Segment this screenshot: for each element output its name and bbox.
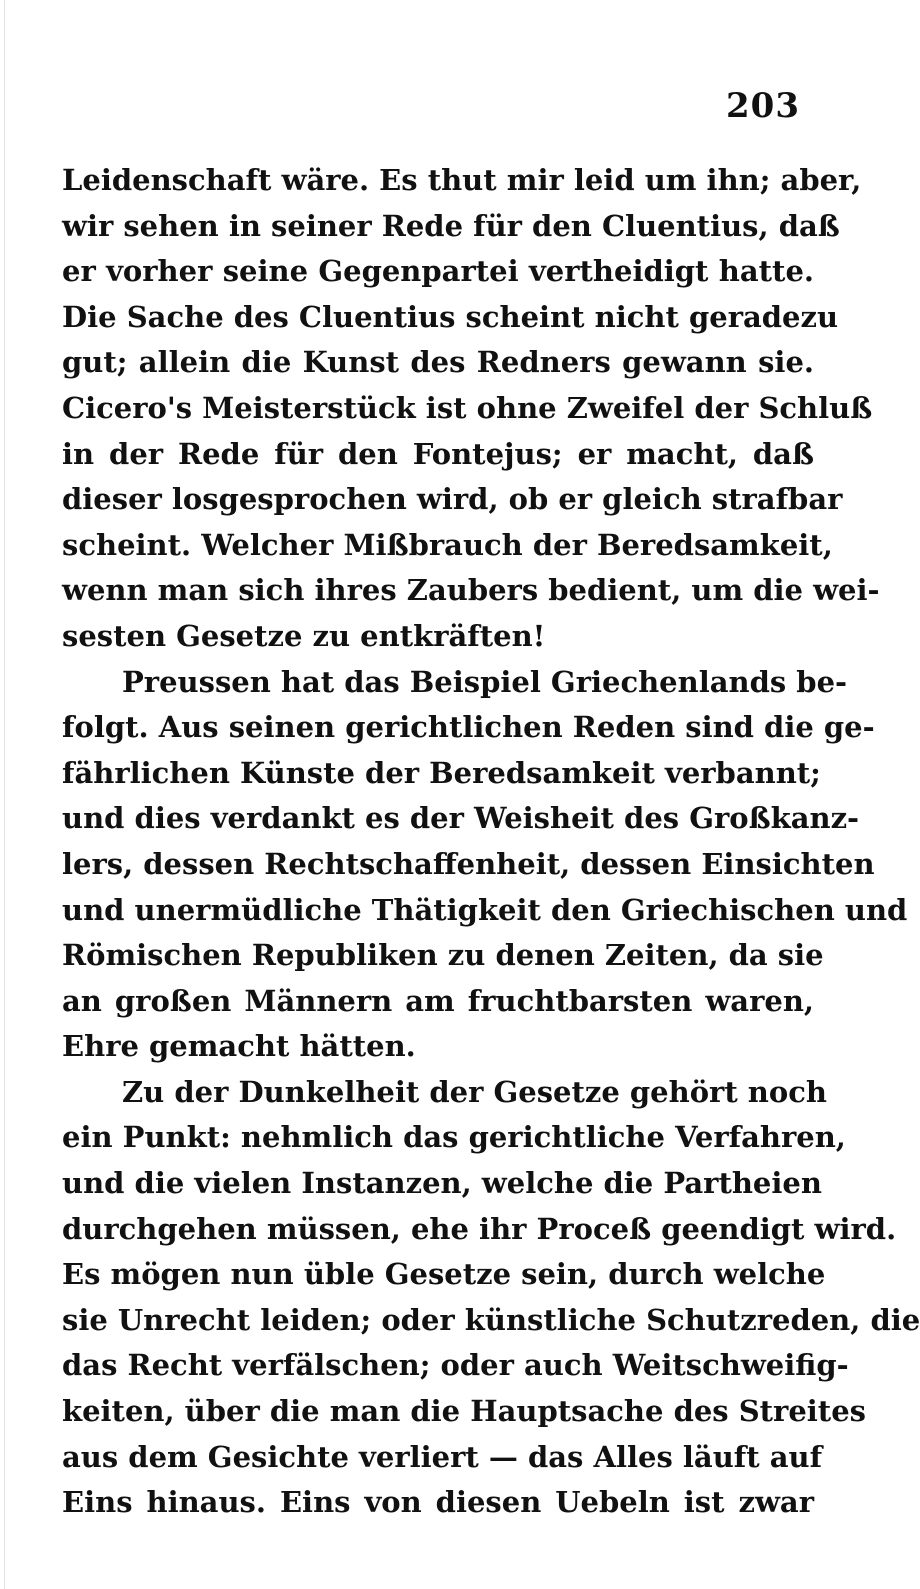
text-line: Römischen Republiken zu denen Zeiten, da sie <box>62 938 824 973</box>
text-line: sesten Gesetze zu entkräften! <box>62 618 546 653</box>
text-line: folgt. Aus seinen gerichtlichen Reden sind die ge- <box>62 710 875 745</box>
text-line: an großen Männern am fruchtbarsten waren, <box>62 983 814 1018</box>
paragraph <box>62 1070 920 1526</box>
text-line: aus dem Gesichte verliert — das Alles läuft auf <box>62 1439 823 1474</box>
text-line: Die Sache des Cluentius scheint nicht geradezu <box>62 299 839 334</box>
text-line: wir sehen in seiner Rede für den Cluentius, daß <box>62 208 840 243</box>
text-line: Leidenschaft wäre. Es thut mir leid um ihn; aber, <box>62 163 862 197</box>
page-number: 203 <box>726 86 800 126</box>
text-line: ein Punkt: nehmlich das gerichtliche Verfahren, <box>62 1120 846 1155</box>
paragraph <box>62 158 880 660</box>
text-line: keiten, über die man die Hauptsache des Streites <box>62 1394 866 1429</box>
text-line: und die vielen Instanzen, welche die Partheien <box>62 1166 822 1201</box>
text-line: und dies verdankt es der Weisheit des Großkanz- <box>62 801 860 836</box>
text-line: und unermüdliche Thätigkeit den Griechischen und <box>62 892 908 927</box>
text-line: Cicero's Meisterstück ist ohne Zweifel der Schluß <box>62 390 873 425</box>
page-edge-line <box>4 0 5 1589</box>
text-line: er vorher seine Gegenpartei vertheidigt hatte. <box>62 254 814 289</box>
text-line: lers, dessen Rechtschaffenheit, dessen Einsichten <box>62 846 875 881</box>
text-line: fährlichen Künste der Beredsamkeit verbannt; <box>62 755 821 790</box>
text-line: wenn man sich ihres Zaubers bedient, um die wei- <box>62 573 880 608</box>
paragraph <box>62 660 908 1070</box>
text-line: Preussen hat das Beispiel Griechenlands be- <box>122 664 848 699</box>
text-line: Zu der Dunkelheit der Gesetze gehört noch <box>122 1074 827 1109</box>
text-line: Es mögen nun üble Gesetze sein, durch welche <box>62 1257 826 1292</box>
body-text <box>62 158 920 1526</box>
text-line: dieser losgesprochen wird, ob er gleich strafbar <box>62 482 843 517</box>
text-line: durchgehen müssen, ehe ihr Proceß geendigt wird. <box>62 1211 897 1246</box>
text-line: gut; allein die Kunst des Redners gewann sie. <box>62 345 814 380</box>
text-line: Eins hinaus. Eins von diesen Uebeln ist zwar <box>62 1485 814 1520</box>
text-line: Ehre gemacht hätten. <box>62 1029 416 1064</box>
text-line: das Recht verfälschen; oder auch Weitschweifig- <box>62 1348 849 1383</box>
text-line: sie Unrecht leiden; oder künstliche Schutzreden, die <box>62 1302 920 1337</box>
text-line: scheint. Welcher Mißbrauch der Beredsamkeit, <box>62 527 833 562</box>
text-line: in der Rede für den Fontejus; er macht, daß <box>62 436 814 471</box>
